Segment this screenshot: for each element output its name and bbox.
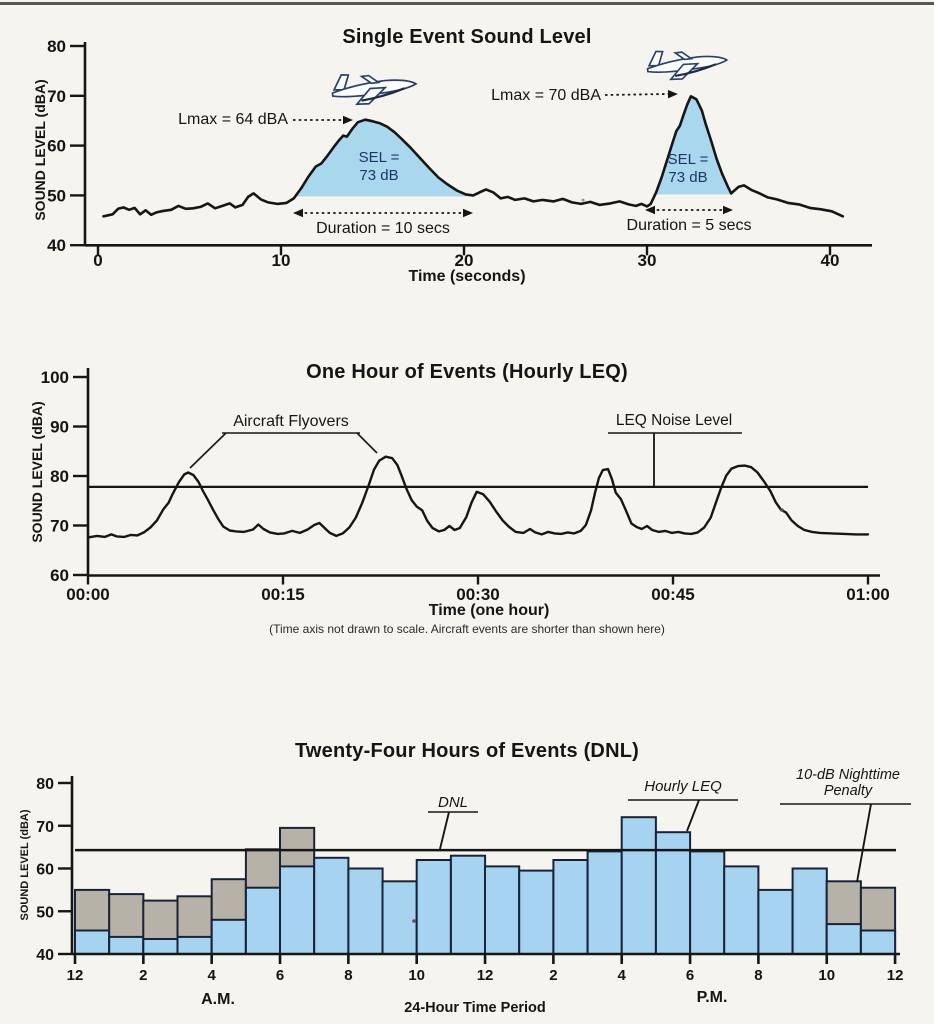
chart3-y-tick-label: 50 — [36, 904, 54, 922]
chart1-y-tick-label: 50 — [47, 186, 66, 206]
hourly-leq-bar — [383, 881, 417, 954]
chart3-hourly-leq-label: Hourly LEQ — [644, 778, 722, 795]
chart1-y-tick-label: 40 — [47, 236, 66, 256]
chart3-x-tick-label: 6 — [685, 967, 695, 984]
chart3-x-axis-label: 24-Hour Time Period — [404, 1000, 546, 1016]
chart3-dnl-label: DNL — [437, 794, 468, 811]
scan-speck — [582, 199, 585, 202]
chart1-x-tick-label: 10 — [271, 251, 291, 270]
chart3-x-tick-label: 2 — [139, 967, 148, 984]
chart2-sound-level-curve — [88, 457, 868, 538]
chart2-y-tick-label: 90 — [50, 417, 69, 437]
sel1-line1: SEL = — [358, 149, 400, 166]
chart3-x-tick-label: 12 — [66, 967, 84, 984]
chart2-caption: (Time axis not drawn to scale. Aircraft events are shorter than shown here) — [269, 622, 665, 636]
lmax2-arrow — [605, 94, 668, 95]
airplane-icon-1 — [330, 66, 417, 108]
chart1-sel1-annotation — [339, 149, 419, 184]
scan-speck — [412, 919, 416, 923]
chart2-y-tick-label: 60 — [50, 566, 69, 585]
scan-speck — [780, 508, 784, 512]
hourly-leq-bar — [861, 931, 895, 955]
penalty-pointer — [857, 804, 871, 882]
flyovers-pointer-right — [357, 433, 377, 453]
hourly-leq-bar — [75, 931, 109, 955]
chart3-y-tick-label: 80 — [36, 776, 54, 793]
chart1-y-axis-label: SOUND LEVEL (dBA) — [32, 79, 48, 221]
duration2-arrowhead-right — [723, 206, 733, 214]
chart1-y-tick-label: 80 — [47, 37, 66, 56]
hourly-leq-bar — [280, 866, 314, 954]
hourly-leq-bar — [109, 937, 143, 954]
dnl-label-pointer — [440, 812, 449, 849]
chart1-duration1-annotation: Duration = 10 secs — [316, 220, 450, 237]
chart3-y-tick-label: 40 — [36, 947, 54, 964]
hourly-leq-bar — [417, 860, 451, 954]
chart3-title: Twenty-Four Hours of Events (DNL) — [294, 740, 639, 762]
duration1-arrowhead-right — [463, 209, 473, 217]
hourly-leq-bar — [519, 871, 553, 954]
hourly-leq-bar — [485, 866, 519, 954]
chart1-sel2-annotation — [648, 151, 728, 186]
chart3-y-tick-label: 70 — [36, 818, 54, 836]
hourly-leq-bar — [314, 858, 348, 954]
hourly-leq-bar — [178, 937, 212, 954]
chart2-y-tick-label: 70 — [50, 516, 69, 536]
chart1-y-tick-label: 70 — [47, 86, 66, 106]
chart1-lmax1-annotation: Lmax = 64 dBA — [178, 111, 288, 128]
chart2-x-tick-label: 00:00 — [66, 585, 110, 604]
sel2-line1: SEL = — [667, 151, 709, 168]
chart2-x-tick-label: 00:30 — [456, 585, 500, 604]
chart3-x-tick-label: 4 — [207, 967, 216, 984]
chart2-x-tick-label: 00:15 — [261, 585, 305, 604]
duration1-arrowhead-left — [293, 209, 303, 217]
hourly-leq-bar — [724, 866, 758, 954]
sel1-line2: 73 dB — [359, 166, 399, 184]
flyovers-pointer-left — [190, 433, 226, 468]
penalty-label-line1: 10-dB Nighttime — [796, 767, 900, 783]
chart3-x-tick-label: 12 — [886, 967, 904, 984]
chart1-title: Single Event Sound Level — [342, 26, 592, 48]
chart3-y-axis-label: SOUND LEVEL (dBA) — [19, 809, 31, 921]
sel2-line2: 73 dB — [668, 168, 708, 186]
chart1-y-tick-label: 60 — [47, 136, 66, 156]
chart2-x-axis-label: Time (one hour) — [428, 602, 550, 619]
hourly-leq-pointer — [687, 800, 699, 831]
hourly-leq-bar — [212, 920, 246, 954]
chart3-x-tick-label: 8 — [344, 967, 353, 984]
hourly-leq-bar — [793, 869, 827, 955]
hourly-leq-bar — [246, 888, 280, 954]
lmax2-arrowhead — [668, 90, 678, 99]
chart2-x-tick-label: 01:00 — [846, 585, 890, 604]
chart3-x-tick-label: 2 — [549, 967, 558, 984]
airplane-part — [675, 51, 691, 60]
hourly-leq-bar — [758, 890, 792, 954]
hourly-leq-bar — [827, 924, 861, 954]
chart2-y-tick-label: 100 — [40, 368, 69, 387]
chart2-leq-label: LEQ Noise Level — [615, 412, 733, 429]
hourly-leq-bar — [143, 939, 177, 954]
hourly-leq-bar — [451, 856, 485, 954]
airplane-part — [362, 74, 379, 84]
chart3-pm-label: P.M. — [696, 989, 728, 1006]
chart2-y-tick-label: 80 — [50, 467, 69, 486]
chart1-x-tick-label: 30 — [637, 251, 657, 270]
chart3-x-tick-label: 6 — [275, 967, 285, 984]
hourly-leq-bar — [622, 817, 656, 954]
chart3-x-tick-label: 12 — [476, 967, 494, 984]
chart3-x-tick-label: 8 — [754, 967, 763, 984]
chart3-x-tick-label: 4 — [617, 967, 626, 984]
hourly-leq-bar — [553, 860, 587, 954]
airplane-icon-2 — [646, 43, 729, 83]
chart2-flyovers-label: Aircraft Flyovers — [233, 413, 349, 430]
penalty-label-line2: Penalty — [823, 783, 873, 800]
chart1-x-tick-label: 0 — [93, 251, 103, 270]
chart1-x-axis-label: Time (seconds) — [408, 268, 526, 285]
lmax1-arrowhead — [343, 116, 353, 124]
chart1-duration2-annotation: Duration = 5 secs — [626, 217, 752, 234]
hourly-leq-bar — [690, 851, 724, 954]
chart3-penalty-label — [772, 767, 924, 799]
chart3-x-tick-label: 10 — [408, 967, 426, 984]
chart1-x-tick-label: 20 — [454, 251, 474, 270]
chart3-y-tick-label: 60 — [36, 861, 54, 879]
hourly-leq-bar — [348, 869, 382, 955]
chart2-title: One Hour of Events (Hourly LEQ) — [306, 361, 628, 383]
chart2-y-axis-label: SOUND LEVEL (dBA) — [29, 401, 45, 543]
chart2-x-tick-label: 00:45 — [651, 585, 695, 604]
hourly-leq-bar — [588, 851, 622, 954]
chart1-x-tick-label: 40 — [820, 251, 840, 270]
chart1-lmax2-annotation: Lmax = 70 dBA — [491, 87, 601, 104]
chart3-am-label: A.M. — [201, 991, 235, 1008]
chart3-x-tick-label: 10 — [818, 967, 836, 984]
